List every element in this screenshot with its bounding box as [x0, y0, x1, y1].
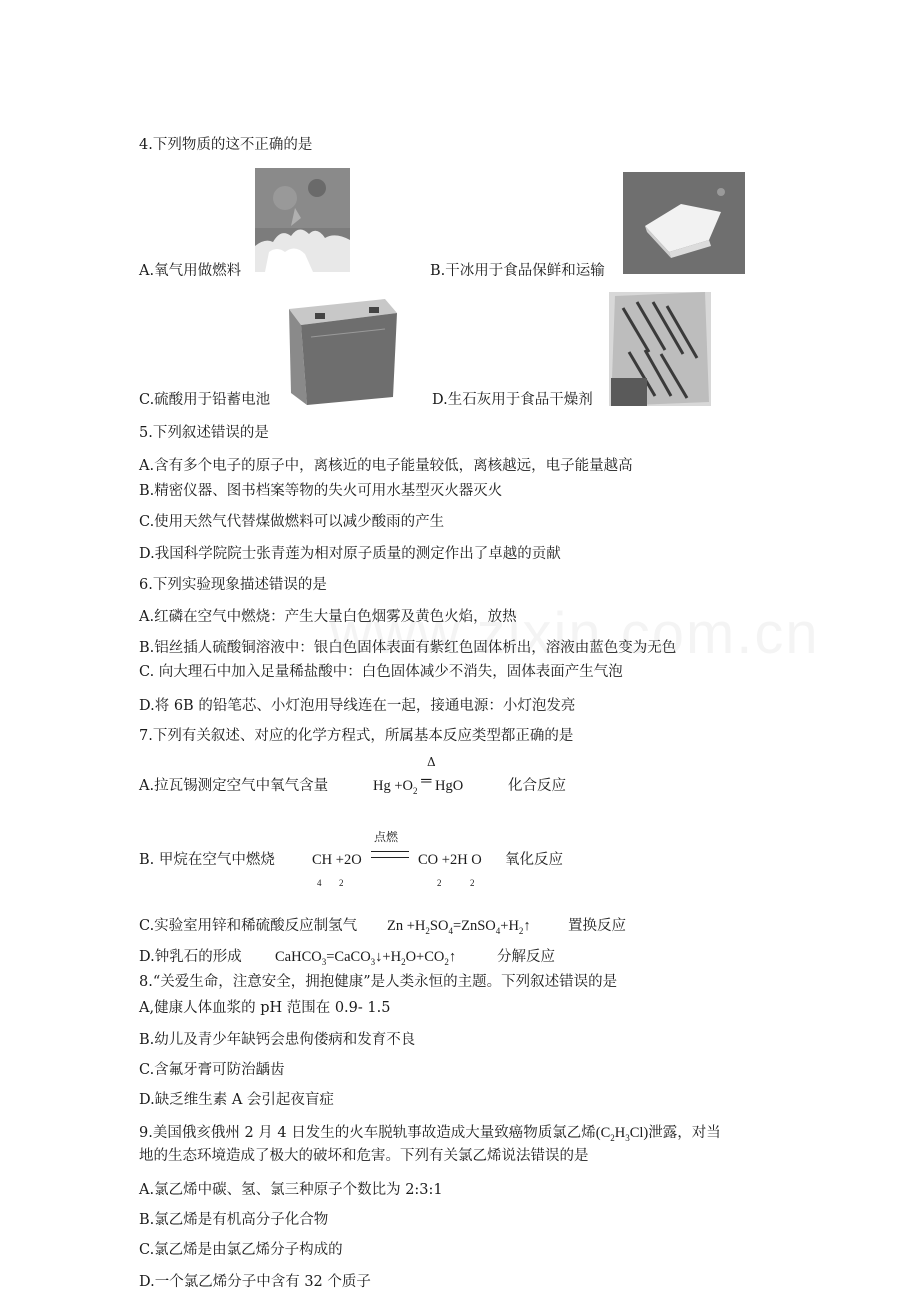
q7-option-d-text: D.钟乳石的形成	[139, 949, 242, 965]
q7-option-a-text: A.拉瓦锡测定空气中氧气含量	[139, 778, 329, 794]
q7-b-subscript-4: 4	[317, 878, 322, 888]
q9-stem-line1	[139, 1124, 721, 1147]
q4-option-a: A.氧气用做燃料	[139, 263, 242, 279]
q7-option-b-equation-right: CO +2H O	[418, 852, 482, 868]
q7-stem: 7.下列有关叙述、对应的化学方程式，所属基本反应类型都正确的是	[139, 728, 574, 744]
q9-option-c: C.氯乙烯是由氯乙烯分子构成的	[139, 1242, 343, 1258]
q5-option-a: A.含有多个电子的原子中，离核近的电子能量较低，离核越远，电子能量越高	[139, 458, 633, 474]
q6-option-a: A.红磷在空气中燃烧：产生大量白色烟雾及黄色火焰，放热	[139, 609, 517, 625]
q7-option-b-text: B. 甲烷在空气中燃烧	[139, 852, 275, 868]
q9-option-a: A.氯乙烯中碳、氢、氯三种原子个数比为 2:3:1	[139, 1182, 443, 1198]
q5-stem: 5.下列叙述错误的是	[139, 425, 269, 441]
q7-option-c-type: 置换反应	[568, 918, 626, 934]
q7-a-delta: Δ	[427, 755, 436, 769]
q5-option-d: D.我国科学院院士张青莲为相对原子质量的测定作出了卓越的贡献	[139, 546, 561, 562]
vinyl-chloride-formula: $(C_2H_3Cl)$	[595, 1125, 649, 1143]
q7-b-condition: 点燃	[374, 830, 399, 844]
q7-b-subscript-2c: 2	[470, 878, 475, 888]
q8-option-d: D.缺乏维生素 A 会引起夜盲症	[139, 1092, 334, 1108]
q9-stem-part2: 泄露，对当	[648, 1125, 721, 1141]
q9-option-d: D.一个氯乙烯分子中含有 32 个质子	[139, 1274, 371, 1290]
q8-option-a: A,健康人体血浆的 pH 范围在 0.9- 1.5	[139, 1000, 391, 1016]
q7-b-subscript-2a: 2	[339, 878, 344, 888]
q5-option-c: C.使用天然气代替煤做燃料可以减少酸雨的产生	[139, 514, 445, 530]
q4-option-c: C.硫酸用于铅蓄电池	[139, 392, 271, 408]
q6-option-b: B.铝丝插人硫酸铜溶液中：银白色固体表面有紫红色固体析出，溶液由蓝色变为无色	[139, 640, 677, 656]
q8-stem: 8.“关爱生命，注意安全，拥抱健康”是人类永恒的主题。下列叙述错误的是	[139, 974, 618, 990]
desiccant-packet-photo	[609, 292, 711, 406]
dry-ice-photo	[623, 172, 745, 274]
q8-option-c: C.含氟牙膏可防治龋齿	[139, 1062, 285, 1078]
q7-option-d-type: 分解反应	[497, 949, 555, 965]
q7-option-d-equation: $CaHCO_3=CaCO_3↓+H_2O+CO_2↑$	[275, 949, 457, 967]
q6-option-c: C. 向大理石中加入足量稀盐酸中：白色固体减少不消失，固体表面产生气泡	[139, 664, 623, 680]
q7-option-a-equation: $Hg +O_2$ ═ HgO	[373, 773, 464, 796]
q7-option-c-equation: $Zn +H_2SO_4=ZnSO_4+H_2↑$	[387, 918, 531, 936]
oxygen-fuel-photo	[255, 168, 350, 272]
q7-option-a-type: 化合反应	[508, 778, 566, 794]
q9-option-b: B.氯乙烯是有机高分子化合物	[139, 1212, 329, 1228]
q6-stem: 6.下列实验现象描述错误的是	[139, 577, 327, 593]
q5-option-b: B.精密仪器、图书档案等物的失火可用水基型灭火器灭火	[139, 483, 503, 499]
q7-b-subscript-2b: 2	[437, 878, 442, 888]
lead-battery-photo	[285, 293, 400, 408]
q4-option-b: B.干冰用于食品保鲜和运输	[430, 263, 605, 279]
q8-option-b: B.幼儿及青少年缺钙会患佝偻病和发育不良	[139, 1032, 416, 1048]
q9-stem-part1: 9.美国俄亥俄州 2 月 4 日发生的火车脱轨事故造成大量致癌物质氯乙烯	[139, 1125, 596, 1141]
q4-stem: 4.下列物质的这不正确的是	[139, 137, 313, 153]
q7-option-c-text: C.实验室用锌和稀硫酸反应制氢气	[139, 918, 358, 934]
q7-option-b-type: 氧化反应	[505, 852, 563, 868]
q7-b-equals-sign	[371, 851, 409, 858]
q4-option-d: D.生石灰用于食品干燥剂	[432, 392, 593, 408]
q6-option-d: D.将 6B 的铅笔芯、小灯泡用导线连在一起，接通电源：小灯泡发亮	[139, 698, 576, 714]
q9-stem-line2: 地的生态环境造成了极大的破坏和危害。下列有关氯乙烯说法错误的是	[139, 1148, 589, 1164]
q7-option-b-equation-left: CH +2O	[312, 852, 362, 868]
